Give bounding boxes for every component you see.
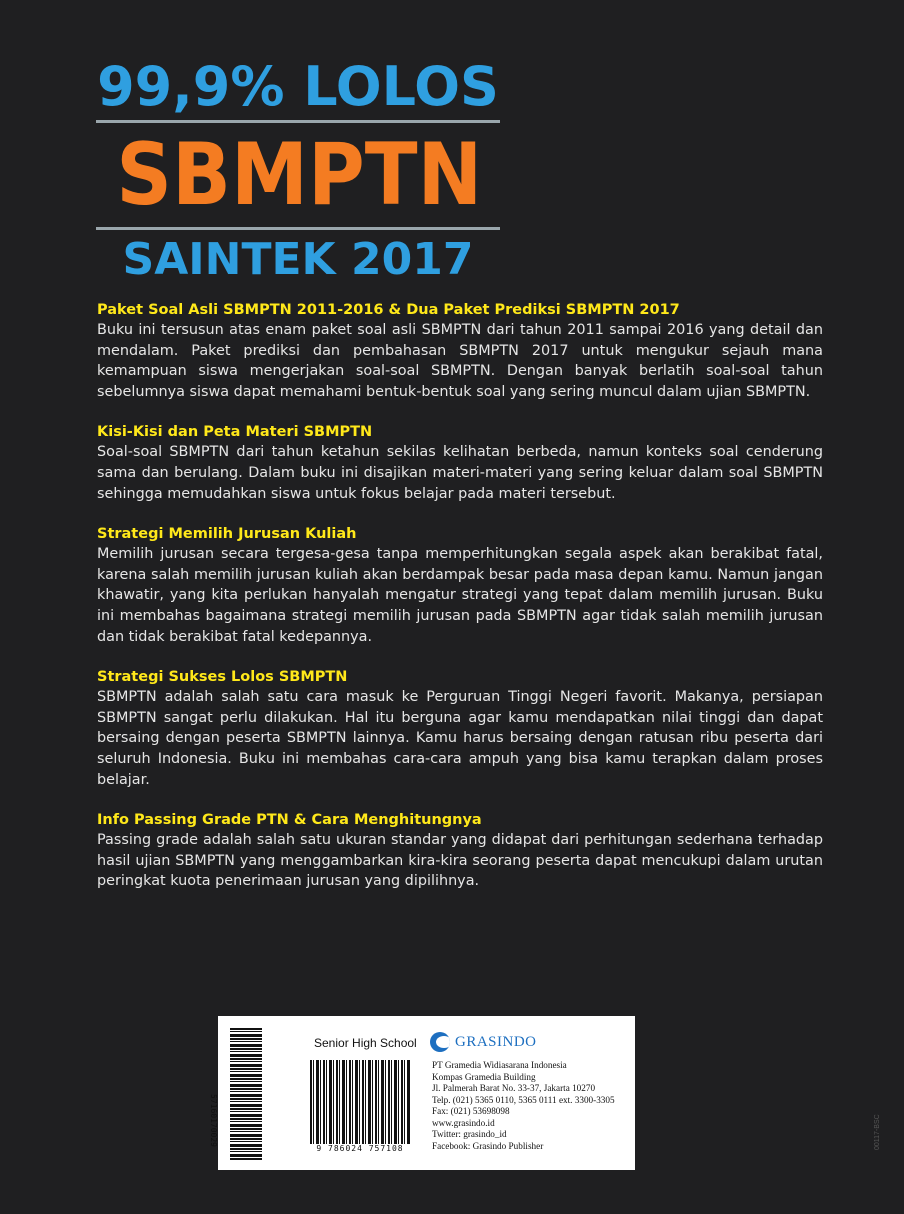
section-strategi-sukses (97, 667, 823, 790)
grasindo-logo-icon (430, 1032, 450, 1052)
section-body: Memilih jurusan secara tergesa-gesa tanpa memperhitungkan segala aspek akan berakibat fatal, karena salah memilih jurusan kuliah akan berdampak besar pada masa depan kamu. Namun jangan khawatir, yang kita perlukan hanyalah mengatur strategi yang tepat dalam memilih jurusan. Buku ini membahas bagaimana strategi memilih jurusan pada SBMPTN agar tidak salah memilih jurusan dan tidak berakibat fatal kedepannya. (97, 546, 823, 645)
title-line-2: SBMPTN (116, 125, 483, 225)
publisher-line: Twitter: grasindo_id (432, 1129, 507, 1139)
section-heading: Strategi Memilih Jurusan Kuliah (97, 526, 357, 543)
section-kisi-kisi (97, 422, 823, 504)
isbn-digits: 9 786024 757108 (316, 1144, 404, 1153)
section-heading: Strategi Sukses Lolos SBMPTN (97, 669, 348, 686)
section-heading: Kisi-Kisi dan Peta Materi SBMPTN (97, 424, 373, 441)
section-paket-soal (97, 300, 823, 402)
title-line-3: SAINTEK 2017 (122, 234, 474, 285)
publisher-line: Facebook: Grasindo Publisher (432, 1140, 544, 1151)
publisher-line: PT Gramedia Widiasarana Indonesia (432, 1060, 567, 1070)
title-rule-bottom (96, 227, 500, 230)
section-passing-grade (97, 810, 823, 892)
section-heading: Paket Soal Asli SBMPTN 2011-2016 & Dua Paket Prediksi SBMPTN 2017 (97, 302, 680, 318)
content (97, 300, 823, 912)
publisher-logo (430, 1032, 537, 1052)
title-block (96, 56, 500, 288)
side-barcode-number: 57160170029 (209, 1094, 218, 1147)
title-line-1: 99,9% LOLOS (97, 55, 499, 118)
level-label: Senior High School (314, 1036, 417, 1050)
isbn-barcode (310, 1060, 410, 1144)
publisher-line: Jl. Palmerah Barat No. 33-37, Jakarta 10270 (432, 1083, 596, 1093)
back-info-box (209, 1016, 635, 1170)
publisher-logo-text: GRASINDO (455, 1033, 537, 1050)
section-body: Soal-soal SBMPTN dari tahun ketahun sekilas kelihatan berbeda, namun konteks soal cenderung sama dan berulang. Dalam buku ini disajikan materi-materi yang sering keluar dalam soal SBMPTN sehingga memudahkan siswa untuk fokus belajar pada materi tersebut. (97, 444, 823, 502)
publisher-line: Fax: (021) 53698098 (432, 1106, 510, 1116)
publisher-line: www.grasindo.id (432, 1117, 495, 1128)
section-body: Buku ini tersusun atas enam paket soal asli SBMPTN dari tahun 2011 sampai 2016 yang detail dan mendalam. Paket prediksi dan pembahasan SBMPTN 2017 untuk mengukur sejauh mana kemampuan siswa mengerjakan soal-soal SBMPTN. Dengan banyak berlatih soal-soal tahun sebelumnya siswa dapat memahami bentuk-bentuk soal yang sering muncul dalam ujian SBMPTN. (97, 322, 823, 400)
title-rule-top (96, 120, 500, 123)
print-code: 00117-BSC (874, 1114, 881, 1150)
publisher-address (432, 1060, 615, 1152)
section-body: SBMPTN adalah salah satu cara masuk ke Perguruan Tinggi Negeri favorit. Makanya, persiapan SBMPTN sangat perlu dilakukan. Hal itu berguna agar kamu mendapatkan nilai tinggi dan dapat bersaing dengan peserta SBMPTN lainnya. Kamu harus bersaing dengan ratusan ribu peserta dari seluruh Indonesia. Buku ini membahas cara-cara ampuh yang bisa kamu terapkan dalam proses belajar. (97, 689, 823, 788)
publisher-line: Telp. (021) 5365 0110, 5365 0111 ext. 3300-3305 (432, 1094, 615, 1105)
section-heading: Info Passing Grade PTN & Cara Menghitungnya (97, 812, 482, 829)
side-barcode (230, 1028, 262, 1160)
section-strategi-jurusan (97, 524, 823, 647)
publisher-line: Kompas Gramedia Building (432, 1071, 536, 1082)
section-body: Passing grade adalah salah satu ukuran standar yang didapat dari perhitungan sederhana terhadap hasil ujian SBMPTN yang menggambarkan kira-kira seorang peserta dapat mencukupi dalam urutan peringkat kuota penerimaan jurusan yang dipilihnya. (97, 832, 823, 890)
